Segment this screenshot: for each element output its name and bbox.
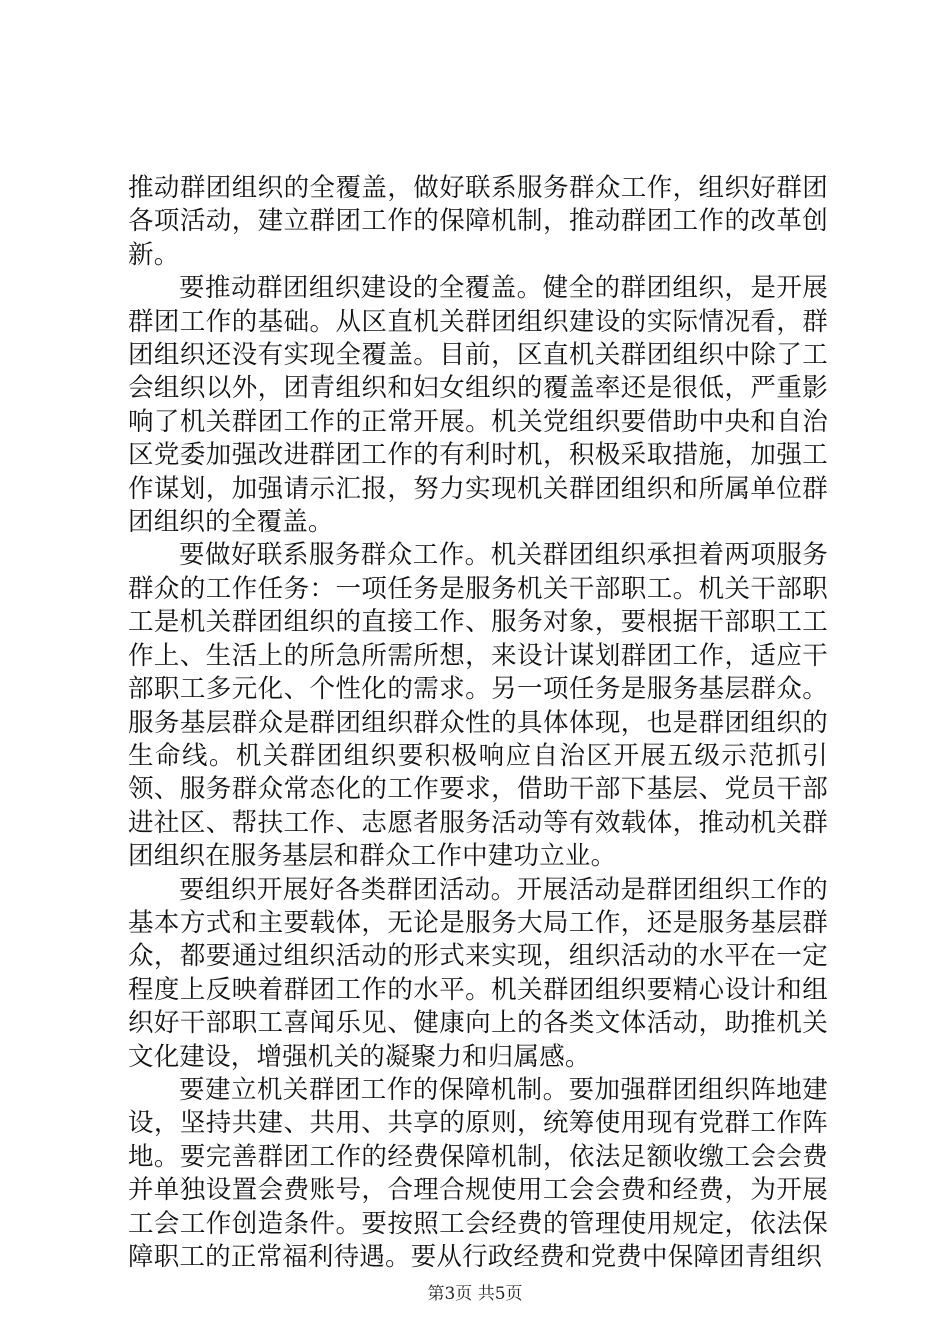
body-text	[128, 172, 828, 1274]
page-footer: 第3页 共5页	[427, 1284, 523, 1304]
paragraph-serve-masses: 要做好联系服务群众工作。机关群团组织承担着两项服务群众的工作任务：一项任务是服务机关干部职工。机关干部职工是机关群团组织的直接工作、服务对象，要根据干部职工工作上、生活上的所急所需所想，来设计谋划群团工作，适应干部职工多元化、个性化的需求。另一项任务是服务基层群众。服务基层群众是群团组织群众性的具体体现，也是群团组织的生命线。机关群团组织要积极响应自治区开展五级示范抓引领、服务群众常态化的工作要求，借助干部下基层、党员干部进社区、帮扶工作、志愿者服务活动等有效载体，推动机关群团组织在服务基层和群众工作中建功立业。	[128, 540, 828, 872]
paragraph-continuation: 推动群团组织的全覆盖，做好联系服务群众工作，组织好群团各项活动，建立群团工作的保障机制，推动群团工作的改革创新。	[128, 173, 828, 270]
paragraph-guarantee-mechanism: 要建立机关群团工作的保障机制。要加强群团组织阵地建设，坚持共建、共用、共享的原则，统筹使用现有党群工作阵地。要完善群团工作的经费保障机制，依法足额收缴工会会费并单独设置会费账号，合理合规使用工会会费和经费，为开展工会工作创造条件。要按照工会经费的管理使用规定，依法保障职工的正常福利待遇。要从行政经费和党费中保障团青组织	[128, 1074, 828, 1272]
paragraph-group-activities: 要组织开展好各类群团活动。开展活动是群团组织工作的基本方式和主要载体，无论是服务大局工作，还是服务基层群众，都要通过组织活动的形式来实现，组织活动的水平在一定程度上反映着群团工作的水平。机关群团组织要精心设计和组织好干部职工喜闻乐见、健康向上的各类文体活动，助推机关文化建设，增强机关的凝聚力和归属感。	[128, 874, 828, 1072]
paragraph-group-coverage: 要推动群团组织建设的全覆盖。健全的群团组织，是开展群团工作的基础。从区直机关群团组织建设的实际情况看，群团组织还没有实现全覆盖。目前，区直机关群团组织中除了工会组织以外，团青组织和妇女组织的覆盖率还是很低，严重影响了机关群团工作的正常开展。机关党组织要借助中央和自治区党委加强改进群团工作的有利时机，积极采取措施，加强工作谋划，加强请示汇报，努力实现机关群团组织和所属单位群团组织的全覆盖。	[128, 273, 828, 538]
